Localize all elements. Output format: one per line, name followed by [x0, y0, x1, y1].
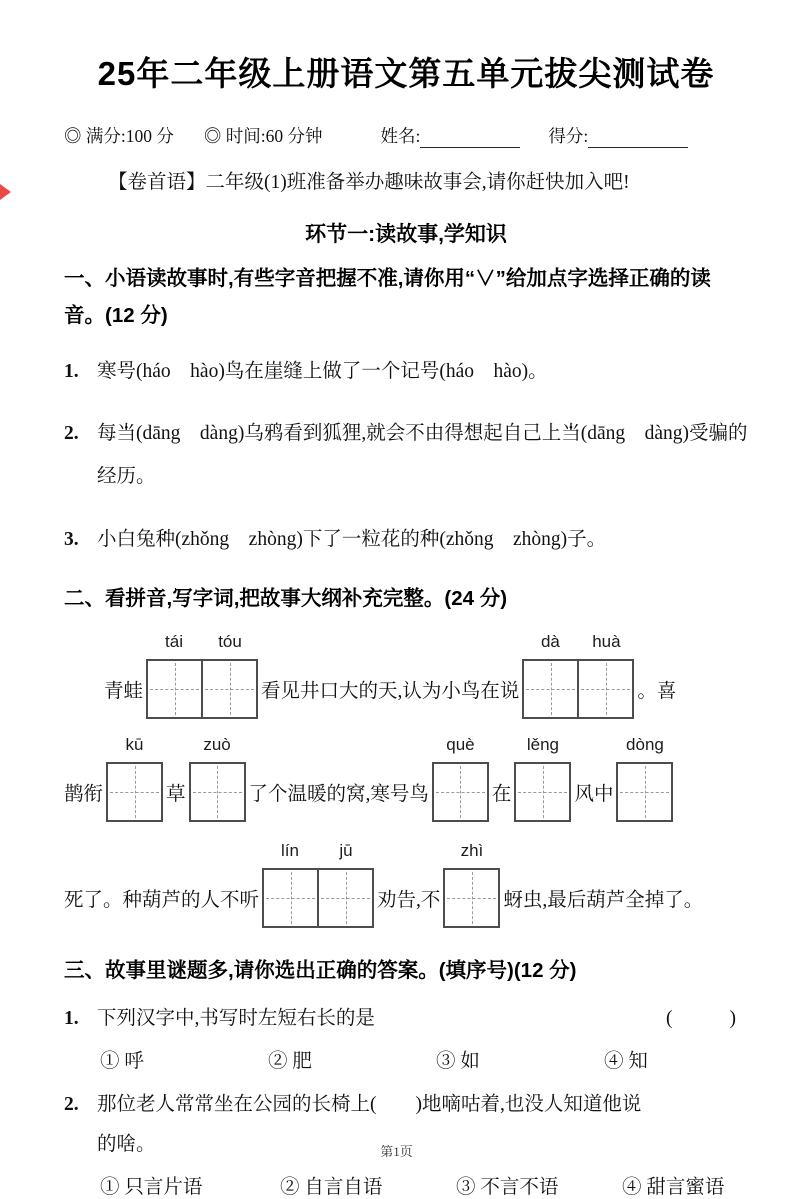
pinyin-syllable: jū: [339, 841, 353, 860]
pinyin-syllable: huà: [592, 632, 621, 651]
writing-box-group: [443, 841, 500, 928]
choice-question-1: [64, 999, 748, 1039]
fill-row-2: [64, 735, 748, 822]
option-2: ② 肥: [268, 1051, 312, 1072]
dotted-char: 号: [116, 360, 137, 382]
writing-cell[interactable]: [189, 762, 246, 822]
dotted-char: 当: [116, 423, 137, 444]
question-item-1: [64, 350, 748, 393]
option-1: ① 只言片语: [100, 1177, 203, 1198]
pinyin-syllable: zuò: [203, 735, 231, 754]
section-one-heading: 一、小语读故事时,有些字音把握不准,请你用“∨”给加点字选择正确的读音。(12 分): [64, 266, 711, 327]
item-text: (dāng dàng)受骗的经历。: [97, 423, 748, 487]
question-item-3: [64, 518, 748, 561]
item-number: 2.: [64, 423, 79, 444]
item-number: 3.: [64, 528, 79, 550]
name-label: 姓名:: [380, 126, 421, 146]
item-text: (háo hào)鸟在崖缝上做了一个记: [136, 360, 420, 382]
pinyin-syllable: dòng: [626, 735, 664, 754]
pinyin-syllable: lěng: [526, 735, 559, 754]
part-one-title: 环节一:读故事,学知识: [305, 222, 507, 246]
writing-box-group: [522, 632, 634, 719]
fill-text: 鹊衔: [64, 784, 104, 805]
fill-text: 看见井口大的天,认为小鸟在说: [261, 681, 520, 702]
pinyin-syllable: tóu: [218, 632, 242, 651]
fill-text: 青蛙: [104, 681, 144, 702]
writing-box-group: [616, 735, 673, 822]
fill-text: 蚜虫,最后葫芦全掉了。: [503, 890, 704, 911]
item-text: (háo hào)。: [439, 360, 548, 382]
writing-cell[interactable]: [317, 868, 374, 928]
pinyin-label: [262, 841, 374, 861]
question-text: 那位老人常常坐在公园的长椅上( )地嘀咕着,也没人知道他说: [97, 1094, 642, 1115]
pinyin-syllable: lín: [281, 841, 299, 860]
fill-text: 草: [166, 784, 186, 805]
pinyin-syllable: kū: [125, 735, 144, 754]
score-label: 得分:: [548, 126, 589, 146]
pinyin-syllable: zhì: [460, 841, 484, 860]
writing-cell[interactable]: [146, 659, 203, 719]
writing-cell[interactable]: [577, 659, 634, 719]
score-blank[interactable]: [588, 130, 688, 149]
item-text: (dāng dàng)乌鸦看到狐狸,就会不由得想起自己上: [136, 423, 562, 444]
item-text: (zhǒng zhòng)下了一粒花的: [175, 528, 420, 550]
item-text: 寒: [97, 360, 117, 382]
fill-text: 风中: [574, 784, 614, 805]
option-4: ④ 甜言蜜语: [622, 1177, 725, 1198]
question-text: 的啥。: [97, 1134, 156, 1155]
option-3: ③ 不言不语: [456, 1177, 559, 1198]
writing-cell[interactable]: [514, 762, 571, 822]
pinyin-label: [514, 735, 571, 755]
item-number: 2.: [64, 1094, 79, 1115]
page-title: 25年二年级上册语文第五单元拔尖测试卷: [97, 55, 715, 92]
options-row-2: [64, 1171, 748, 1199]
dotted-char: 号: [419, 360, 440, 382]
pinyin-syllable: dà: [540, 632, 560, 651]
question-item-2: [64, 412, 748, 498]
fill-row-1: [64, 632, 748, 719]
fill-text: 了个温暖的窝,寒号鸟: [248, 784, 429, 805]
writing-cell[interactable]: [443, 868, 500, 928]
question-text: 下列汉字中,书写时左短右长的是: [97, 1008, 375, 1029]
pinyin-label: [189, 735, 246, 755]
pinyin-label: [522, 632, 634, 652]
writing-cell[interactable]: [616, 762, 673, 822]
section-three-heading: 三、故事里谜题多,请你选出正确的答案。(填序号)(12 分): [64, 959, 577, 982]
item-text: (zhǒng zhòng)子。: [439, 528, 607, 550]
dotted-char: 种: [419, 528, 440, 550]
full-score-label: ◎ 满分:100 分: [64, 126, 174, 146]
fill-text: 劝告,不: [377, 890, 441, 911]
writing-cell[interactable]: [262, 868, 319, 928]
fill-row-3: [64, 841, 748, 928]
item-text: 每: [97, 423, 117, 444]
section-two-heading: 二、看拼音,写字词,把故事大纲补充完整。(24 分): [64, 587, 508, 610]
intro-text: 【卷首语】二年级(1)班准备举办趣味故事会,请你赶快加入吧!: [108, 172, 630, 193]
pinyin-label: [106, 735, 163, 755]
pinyin-syllable: què: [446, 735, 475, 754]
writing-cell[interactable]: [201, 659, 258, 719]
item-number: 1.: [64, 1008, 79, 1029]
writing-cell[interactable]: [106, 762, 163, 822]
writing-cell[interactable]: [522, 659, 579, 719]
fill-text: 死了。种葫芦的人不听: [64, 890, 260, 911]
pinyin-syllable: tái: [165, 632, 183, 651]
option-2: ② 自言自语: [280, 1177, 383, 1198]
writing-box-group: [514, 735, 571, 822]
pinyin-label: [146, 632, 258, 652]
option-1: ① 呼: [100, 1051, 144, 1072]
pinyin-label: [616, 735, 673, 755]
dotted-char: 种: [155, 528, 176, 550]
pinyin-label: [443, 841, 500, 861]
dotted-char: 当: [561, 423, 581, 444]
pinyin-label: [432, 735, 489, 755]
option-3: ③ 如: [436, 1051, 480, 1072]
name-blank[interactable]: [420, 130, 520, 149]
item-text: 小白兔: [97, 528, 156, 550]
fill-text: 在: [491, 784, 512, 805]
writing-box-group: [432, 735, 489, 822]
writing-cell[interactable]: [432, 762, 489, 822]
writing-box-group: [262, 841, 374, 928]
option-4: ④ 知: [604, 1051, 648, 1072]
writing-box-group: [106, 735, 163, 822]
fill-text: 。喜: [637, 681, 677, 702]
time-label: ◎ 时间:60 分钟: [203, 126, 323, 146]
options-row-1: [64, 1045, 748, 1073]
test-paper: [0, 48, 793, 1199]
item-number: 1.: [64, 360, 79, 382]
writing-box-group: [189, 735, 246, 822]
paper-meta-row: [64, 123, 748, 148]
page-number: 第1页: [380, 1144, 413, 1159]
writing-box-group: [146, 632, 258, 719]
answer-blank[interactable]: ( ): [666, 1008, 742, 1029]
